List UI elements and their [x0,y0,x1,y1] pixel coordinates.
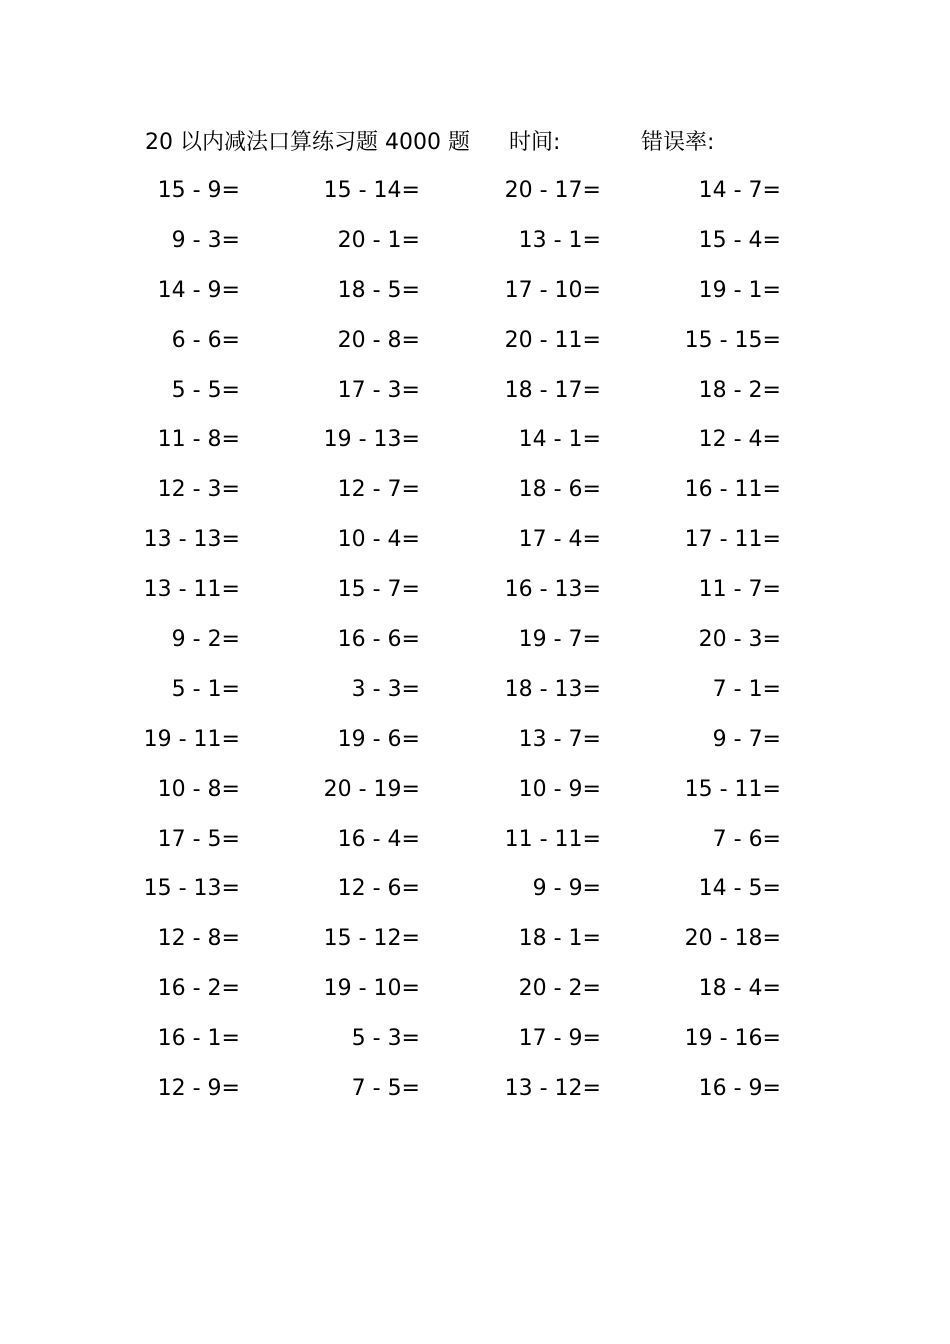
subtraction-problem: 14 - 5= [698,876,781,902]
problem-row [0,871,950,921]
subtraction-problem: 5 - 5= [171,377,240,403]
problem-row [0,522,950,572]
subtraction-problem: 14 - 9= [157,277,240,303]
subtraction-problem: 20 - 11= [504,327,601,353]
subtraction-problem: 17 - 11= [684,527,781,553]
subtraction-problem: 15 - 15= [684,327,781,353]
subtraction-problem: 10 - 9= [518,776,601,802]
subtraction-problem: 20 - 18= [684,926,781,952]
subtraction-problem: 5 - 1= [171,676,240,702]
problem-row [0,422,950,472]
problem-row [0,173,950,223]
subtraction-problem: 20 - 17= [504,178,601,203]
problem-row [0,971,950,1021]
subtraction-problem: 3 - 3= [351,676,420,702]
problem-row [0,622,950,672]
subtraction-problem: 16 - 1= [157,1026,240,1052]
subtraction-problem: 13 - 1= [518,227,601,253]
subtraction-problem: 12 - 7= [337,477,420,503]
problem-row [0,672,950,722]
problem-row [0,921,950,971]
subtraction-problem: 15 - 13= [143,876,240,902]
subtraction-problem: 19 - 6= [337,726,420,752]
subtraction-problem: 12 - 8= [157,926,240,952]
subtraction-problem: 20 - 3= [698,627,781,653]
problem-row [0,572,950,622]
subtraction-problem: 17 - 9= [518,1026,601,1052]
subtraction-problem: 20 - 8= [337,327,420,353]
subtraction-problem: 19 - 16= [684,1026,781,1052]
subtraction-problem: 12 - 9= [157,1076,240,1102]
subtraction-problem: 18 - 17= [504,377,601,403]
subtraction-problem: 11 - 7= [698,577,781,603]
subtraction-problem: 9 - 9= [532,876,601,902]
subtraction-problem: 17 - 5= [157,826,240,852]
subtraction-problem: 15 - 7= [337,577,420,603]
subtraction-problem: 15 - 9= [157,178,240,203]
worksheet-title: 20 以内减法口算练习题 4000 题 [145,130,470,155]
problem-row [0,273,950,323]
problem-row [0,722,950,772]
problem-row [0,1071,950,1121]
subtraction-problem: 16 - 9= [698,1076,781,1102]
subtraction-problem: 10 - 4= [337,527,420,553]
problem-row [0,1021,950,1071]
problem-row [0,373,950,423]
problem-row [0,822,950,872]
subtraction-problem: 14 - 1= [518,427,601,453]
error-rate-label: 错误率: [641,130,715,155]
subtraction-problem: 7 - 5= [351,1076,420,1102]
worksheet-header [0,126,950,160]
subtraction-problem: 15 - 14= [323,178,420,203]
subtraction-problem: 7 - 6= [712,826,781,852]
subtraction-problem: 10 - 8= [157,776,240,802]
subtraction-problem: 17 - 10= [504,277,601,303]
subtraction-problem: 13 - 12= [504,1076,601,1102]
subtraction-problem: 18 - 13= [504,676,601,702]
subtraction-problem: 6 - 6= [171,327,240,353]
problem-row [0,472,950,522]
problem-row [0,772,950,822]
subtraction-problem: 17 - 3= [337,377,420,403]
subtraction-problem: 18 - 6= [518,477,601,503]
subtraction-problem: 5 - 3= [351,1026,420,1052]
subtraction-problem: 16 - 6= [337,627,420,653]
subtraction-problem: 20 - 2= [518,976,601,1002]
subtraction-problem: 16 - 13= [504,577,601,603]
subtraction-problem: 19 - 13= [323,427,420,453]
subtraction-problem: 13 - 13= [143,527,240,553]
subtraction-problem: 12 - 3= [157,477,240,503]
subtraction-problem: 16 - 4= [337,826,420,852]
problem-grid [0,173,950,1121]
subtraction-problem: 9 - 2= [171,627,240,653]
subtraction-problem: 17 - 4= [518,527,601,553]
subtraction-problem: 12 - 6= [337,876,420,902]
subtraction-problem: 19 - 10= [323,976,420,1002]
subtraction-problem: 16 - 11= [684,477,781,503]
time-label: 时间: [509,130,561,155]
subtraction-problem: 11 - 8= [157,427,240,453]
subtraction-problem: 20 - 1= [337,227,420,253]
subtraction-problem: 9 - 3= [171,227,240,253]
subtraction-problem: 13 - 7= [518,726,601,752]
subtraction-problem: 14 - 7= [698,178,781,203]
subtraction-problem: 11 - 11= [504,826,601,852]
problem-row [0,323,950,373]
subtraction-problem: 18 - 4= [698,976,781,1002]
subtraction-problem: 7 - 1= [712,676,781,702]
subtraction-problem: 15 - 11= [684,776,781,802]
subtraction-problem: 19 - 11= [143,726,240,752]
subtraction-problem: 18 - 1= [518,926,601,952]
subtraction-problem: 15 - 4= [698,227,781,253]
subtraction-problem: 9 - 7= [712,726,781,752]
subtraction-problem: 13 - 11= [143,577,240,603]
subtraction-problem: 15 - 12= [323,926,420,952]
subtraction-problem: 19 - 7= [518,627,601,653]
subtraction-problem: 19 - 1= [698,277,781,303]
subtraction-problem: 12 - 4= [698,427,781,453]
subtraction-problem: 18 - 5= [337,277,420,303]
problem-row [0,223,950,273]
subtraction-problem: 20 - 19= [323,776,420,802]
subtraction-problem: 16 - 2= [157,976,240,1002]
subtraction-problem: 18 - 2= [698,377,781,403]
